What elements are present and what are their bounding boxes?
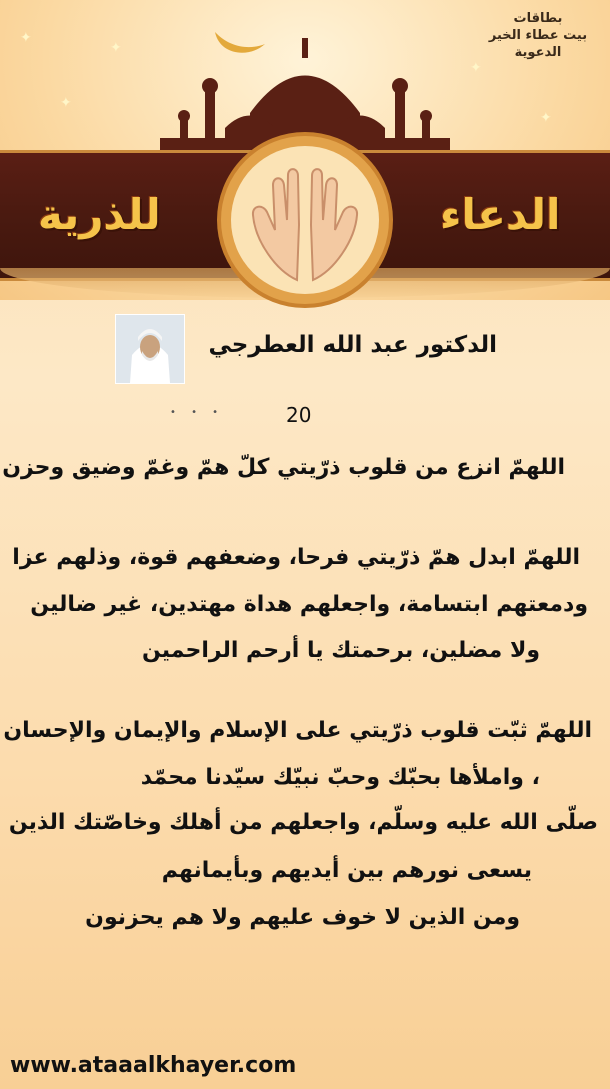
praying-hands-icon: [215, 130, 395, 310]
dua-line: اللهمّ ابدل همّ ذرّيتي فرحا، وضعفهم قوة، وذلهم عزا: [12, 545, 580, 570]
organization-label: [478, 10, 598, 61]
dua-line: صلّى الله عليه وسلّم، واجعلهم من أهلك وخاصّتك الذين: [8, 810, 598, 835]
dua-line: ولا مضلين، برحمتك يا أرحم الراحمين: [141, 638, 540, 663]
sparkle-icon: ✦: [110, 40, 122, 56]
decorative-dots: • • •: [170, 407, 225, 418]
dua-line: يسعى نورهم بين أيديهم وبأيمانهم: [161, 858, 532, 883]
sparkle-icon: ✦: [470, 60, 482, 76]
org-line: بيت عطاء الخير: [488, 28, 588, 43]
sparkle-icon: ✦: [60, 95, 72, 111]
author-avatar: [115, 314, 185, 384]
dua-line: ، واملأها بحبّك وحبّ نبيّك سيّدنا محمّد: [140, 765, 540, 790]
dua-line: اللهمّ ثبّت قلوب ذرّيتي على الإسلام والإيمان والإحسان: [3, 718, 592, 743]
author-block: [115, 314, 495, 384]
org-line: بطاقات: [513, 11, 563, 26]
title-lildhurriya: للذرية: [38, 190, 161, 239]
dua-line: ومن الذين لا خوف عليهم ولا هم يحزنون: [85, 905, 520, 930]
dua-line: ودمعتهم ابتسامة، واجعلهم هداة مهتدين، غير ضالين: [30, 592, 588, 617]
org-line: الدعوية: [514, 45, 562, 60]
sparkle-icon: ✦: [540, 110, 552, 126]
title-doaa: الدعاء: [440, 190, 561, 239]
website-link[interactable]: www.ataaalkhayer.com: [10, 1053, 297, 1078]
dua-line: اللهمّ انزع من قلوب ذرّيتي كلّ همّ وغمّ وضيق وحزن: [2, 455, 565, 480]
card-number: 20: [286, 403, 312, 427]
author-name: الدكتور عبد الله العطرجي: [208, 332, 497, 358]
sparkle-icon: ✦: [20, 30, 32, 46]
